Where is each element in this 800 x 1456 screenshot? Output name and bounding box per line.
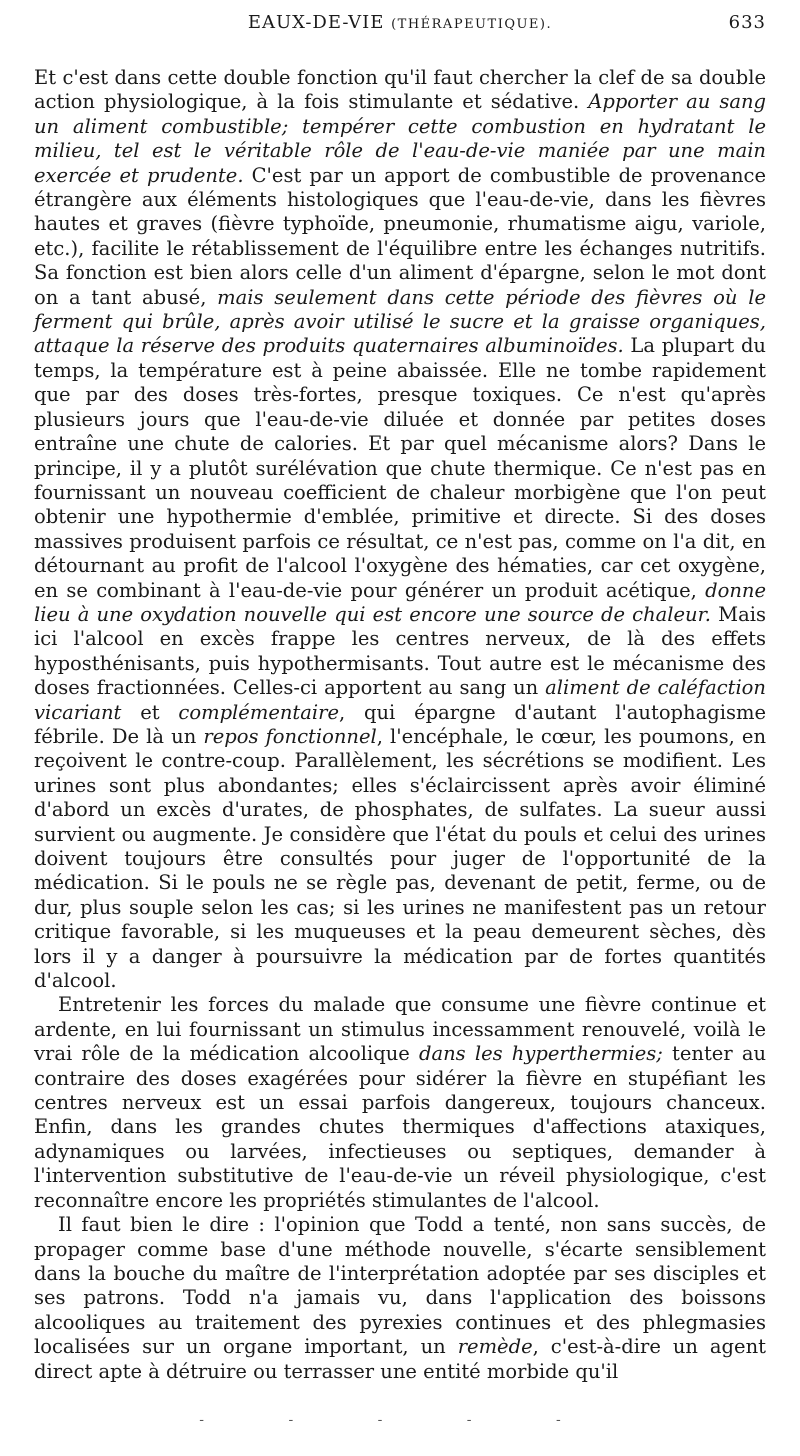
p2-italic-1: dans les hyperthermies;	[418, 1042, 663, 1066]
running-title	[34, 12, 766, 33]
running-title-main: EAUX-DE-VIE	[247, 12, 385, 33]
p1-text-7: , l'encéphale, le cœur, les poumons, en reçoivent le contre-coup. Parallèlement, les sécrétions se modifient. Les urines sont plus abondantes; elles s'éclaircissent après avoir éliminé d'abord un excès d'urates, de phosphates, de sulfates. La sueur aussi survient ou augmente. Je considère que l'état du pouls et celui des urines doivent toujours être consultés pour juger de l'opportunité de la médication. Si le pouls ne se règle pas, devenant de petit, ferme, ou de dur, plus souple selon les cas; si les urines ne manifestent pas un retour critique favorable, si les muqueuses et la peau demeurent sèches, dès lors il y a danger à poursuivre la médication par de fortes quantités d'alcool.	[34, 724, 767, 993]
p3-italic-1: remède	[457, 1335, 533, 1359]
page-number: 633	[728, 12, 766, 33]
p1-text-1: Et c'est dans cette double fonction qu'il faut chercher la clef de sa double action physiologique, à la fois stimulante et sédative.	[34, 66, 766, 114]
p3-text-1: Il faut bien le dire : l'opinion que Todd a tenté, non sans succès, de propager comme base d'une méthode nouvelle, s'écarte sensiblement dans la bouche du maître de l'interprétation adoptée par ses disciples et ses patrons. Todd n'a jamais vu, dans l'application des boissons alcooliques au traitement des pyrexies continues et des phlegmasies localisées sur un organe important, un	[34, 1213, 766, 1359]
running-header	[34, 8, 766, 42]
p1-text-4: Mais ici l'alcool en excès frappe les centres nerveux, de là des effets hyposthénisants, puis hypothermisants. Tout autre est le mécanisme des doses fractionnées. Celles-ci apportent au sang un	[34, 602, 766, 700]
paragraph-1	[34, 66, 766, 993]
p1-italic-5: complémentaire	[178, 700, 339, 724]
p1-italic-3: donne lieu à une oxydation nouvelle qui est encore une source de chaleur.	[34, 578, 766, 626]
p1-text-6: , qui épargne d'autant l'autophagisme fébrile. De là un	[34, 700, 766, 748]
p1-italic-6: repos fonctionnel	[203, 724, 377, 748]
p1-italic-1: Apporter au sang un aliment combustible; tempérer cette combustion en hydratant le milieu, tel est le véritable rôle de l'eau-de-vie maniée par une main exercée et prudente.	[34, 90, 766, 187]
p2-text-1: Entretenir les forces du malade que consume une fièvre continue et ardente, en lui fournissant un stimulus incessamment renouvelé, voilà le vrai rôle de la médication alcoolique	[34, 993, 766, 1066]
p1-italic-2: mais seulement dans cette période des fièvres où le ferment qui brûle, après avoir utilisé le sucre et la graisse organiques, attaque la réserve des produits quaternaires albuminoïdes.	[34, 285, 766, 358]
p1-text-3: La plupart du temps, la température est à peine abaissée. Elle ne tombe rapidement que par des doses très-fortes, presque toxiques. Ce n'est qu'après plusieurs jours que l'eau-de-vie diluée et donnée par petites doses entraîne une chute de calories. Et par quel mécanisme alors? Dans le principe, il y a plutôt surélévation que chute thermique. Ce n'est pas en fournissant un nouveau coefficient de chaleur morbigène que l'on peut obtenir une hypothermie d'emblée, primitive et directe. Si des doses massives produisent parfois ce résultat, ce n'est pas, comme on l'a dit, en détournant au profit de l'alcool l'oxygène des hématies, car cet oxygène, en se combinant à l'eau-de-vie pour générer un produit acétique,	[34, 334, 766, 602]
paragraph-2	[34, 993, 766, 1213]
p1-text-2: C'est par un apport de combustible de provenance étrangère aux éléments histologiques que l'eau-de-vie, dans les fièvres hautes et graves (fièvre typhoïde, pneumonie, rhumatisme aigu, variole, etc.), facilite le rétablissement de l'équilibre entre les échanges nutritifs. Sa fonction est bien alors celle d'un aliment d'épargne, selon le mot dont on a tant abusé,	[34, 163, 767, 309]
p1-text-5: et	[121, 700, 179, 724]
p2-text-2: tenter au contraire des doses exagérées pour sidérer la fièvre en stupéfiant les centres nerveux est un essai parfois dangereux, toujours chanceux. Enfin, dans les grandes chutes thermiques d'affections ataxiques, adynamiques ou larvées, infectieuses ou septiques, demander à l'intervention substitutive de l'eau-de-vie un réveil physiologique, c'est reconnaître encore les propriétés stimulantes de l'alcool.	[34, 1042, 766, 1212]
running-title-sub: (THÉRAPEUTIQUE).	[391, 17, 553, 32]
footer-marks: - - - - -	[199, 1412, 601, 1428]
body-text	[34, 66, 766, 1384]
p3-text-2: , c'est-à-dire un agent direct apte à détruire ou terrasser une entité morbide qu'il	[34, 1335, 766, 1383]
p1-italic-4: aliment de caléfaction vicariant	[34, 676, 766, 724]
paragraph-3	[34, 1213, 766, 1384]
